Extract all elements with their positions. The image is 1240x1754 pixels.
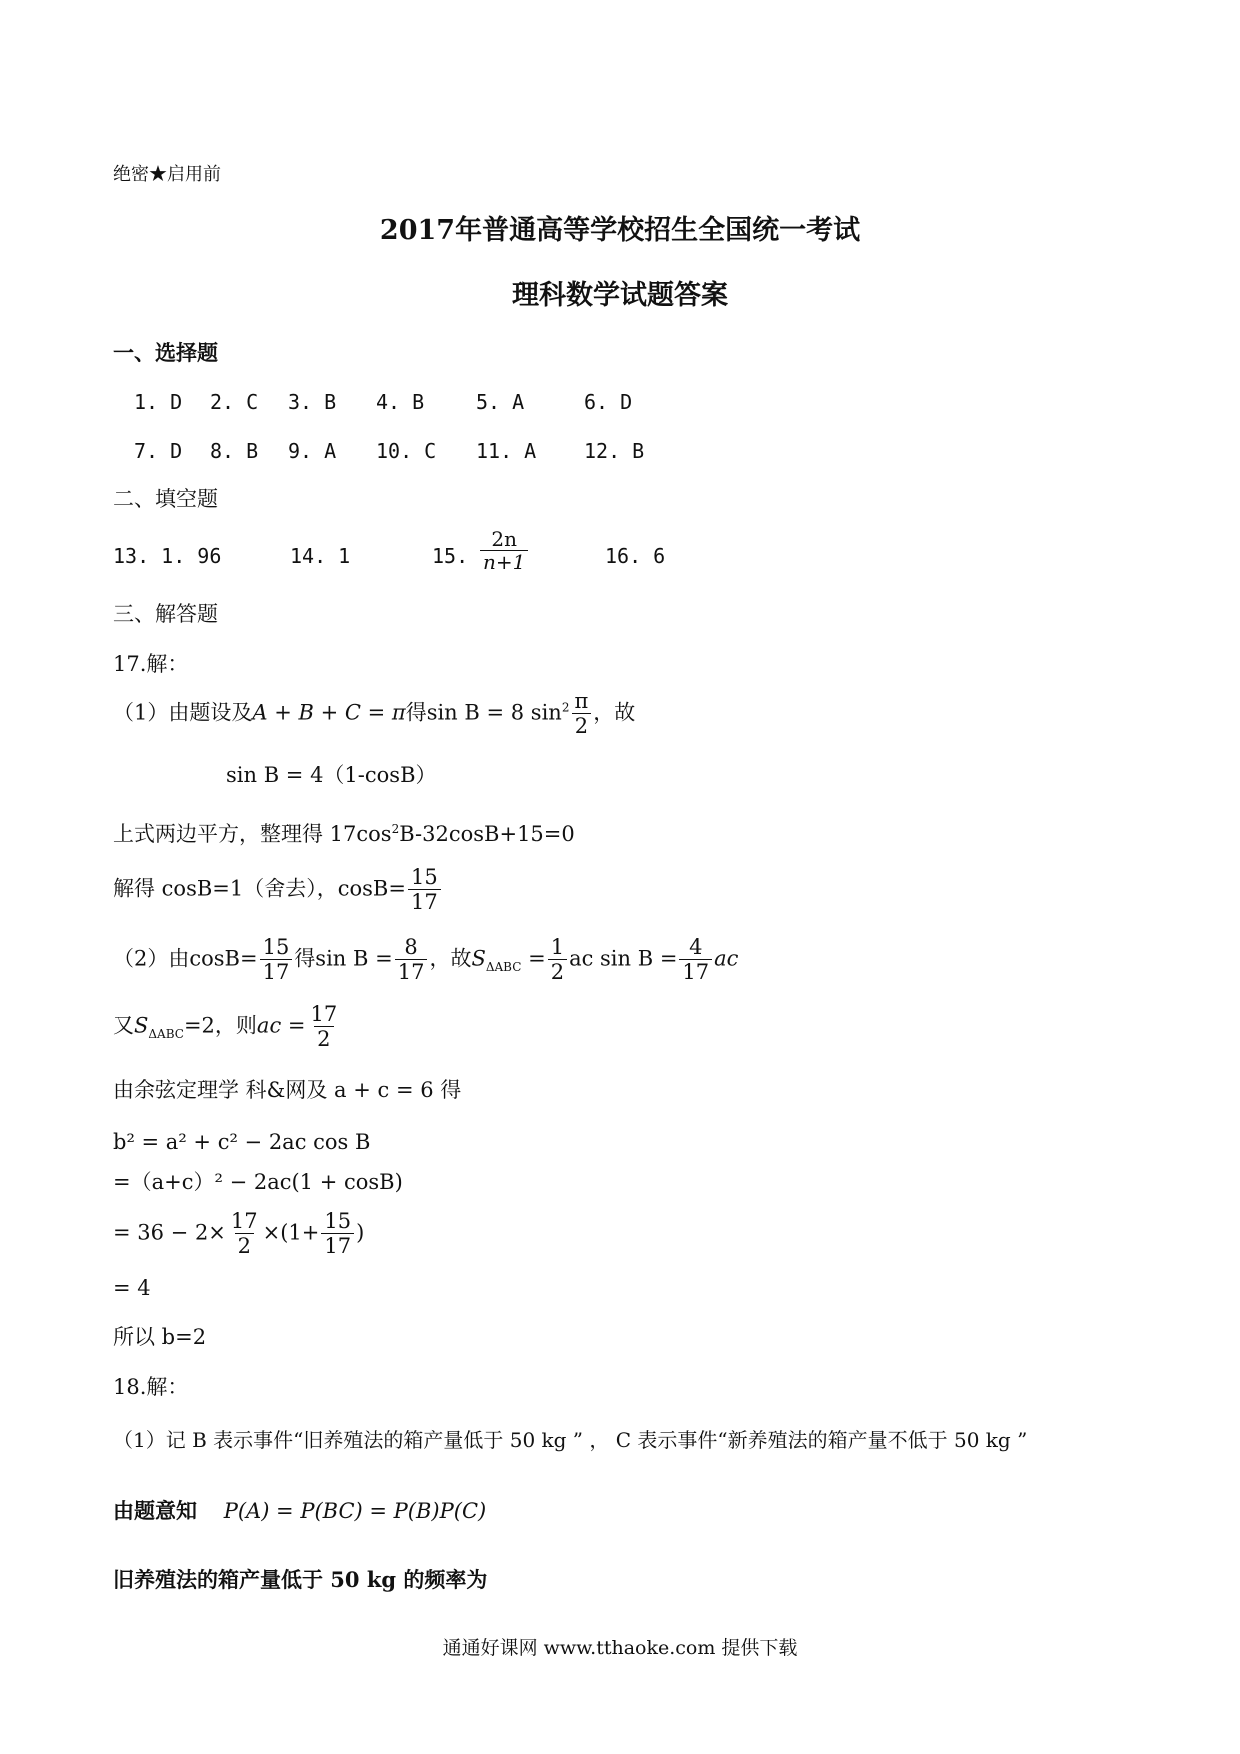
q17-solve-line <box>113 866 443 914</box>
q17-calc-step-3 <box>113 1210 364 1258</box>
exam-title: 2017年普通高等学校招生全国统一考试 <box>379 215 861 246</box>
footer-source: 通通好课网 www.tthaoke.com 提供下载 <box>442 1637 798 1659</box>
answer-6: 6. D <box>584 390 633 414</box>
q17-calc-step-4: = 4 <box>113 1276 151 1300</box>
q17-part2-line <box>113 936 738 984</box>
answer-7: 7. D <box>134 439 183 463</box>
fraction-numerator: 17 <box>310 1002 338 1026</box>
q17-text: ac sin B = <box>569 946 678 971</box>
answer-15-fraction <box>478 528 530 574</box>
confidential-label: 绝密★启用前 <box>113 164 221 185</box>
choice-answers-row-1 <box>0 390 1240 420</box>
q18-part1-line: （1）记 B 表示事件“旧养殖法的箱产量低于 50 kg ” ， C 表示事件“新养殖法的箱产量不低于 50 kg ” <box>113 1428 1028 1452</box>
answer-2: 2. C <box>210 390 259 414</box>
answer-11: 11. A <box>476 439 537 463</box>
question-18-label: 18.解： <box>113 1375 189 1399</box>
fraction-numerator: 15 <box>262 935 290 959</box>
answer-15-label: 15. <box>432 544 469 568</box>
q17-text: ) <box>356 1220 365 1245</box>
fraction-numerator: 8 <box>404 935 418 959</box>
q17-text: （1）由题设及 <box>113 700 253 725</box>
q17-calc-step-1: b² = a² + c² − 2ac cos B <box>113 1130 371 1154</box>
answer-16: 16. 6 <box>605 544 666 568</box>
q17-equation-sinb: sin B = 4（1-cosB） <box>226 763 437 787</box>
q18-frequency-line: 旧养殖法的箱产量低于 50 kg 的频率为 <box>113 1567 488 1592</box>
q17-area-line <box>113 1003 342 1051</box>
q17-text: ，故 <box>429 946 472 971</box>
q17-part1-line: （1）由题设及A + B + C = π得sin B = 8 $\sin^2$ $\frac{\pi}{2}$ ，故 <box>113 689 636 739</box>
answer-9: 9. A <box>288 439 337 463</box>
q17-expr: ac <box>714 946 739 971</box>
fraction-numerator: 15 <box>410 865 438 889</box>
q17-expr: ac = <box>256 1013 306 1038</box>
fraction-denominator: 2 <box>548 959 567 984</box>
q17-cosine-law-line: 由余弦定理学 科&网及 a + c = 6 得 <box>113 1078 462 1102</box>
q17-text: ×(1+ <box>262 1220 320 1245</box>
area-subscript: ΔABC <box>485 959 522 974</box>
q17-text: = <box>521 946 546 971</box>
answer-8: 8. B <box>210 439 259 463</box>
q17-squared-line: 上式两边平方，整理得 $17\cos^2B-32\cos B+15=0$ <box>113 822 575 846</box>
q17-text: 解得 cosB=1（舍去），cosB= <box>113 876 406 901</box>
fraction-numerator: 17 <box>230 1209 258 1233</box>
answer-13: 13. 1. 96 <box>113 544 222 568</box>
area-symbol: S <box>134 1013 149 1038</box>
fraction-numerator: 4 <box>689 935 703 959</box>
question-17-label: 17.解： <box>113 652 189 676</box>
choice-answers-row-2 <box>0 439 1240 469</box>
section-solutions-heading: 三、解答题 <box>113 602 218 626</box>
q18-expr: P(A) = P(BC) = P(B)P(C) <box>223 1499 487 1523</box>
fraction-numerator: 15 <box>324 1209 352 1233</box>
q17-text: 得 <box>405 700 427 725</box>
fraction-denominator: n+1 <box>480 550 528 574</box>
q18-probability-line <box>113 1498 486 1524</box>
answer-1: 1. D <box>134 390 183 414</box>
q17-text: =2，则 <box>183 1013 257 1038</box>
section-multiple-choice-heading: 一、选择题 <box>113 340 218 365</box>
q17-expr: sin B = 8 sin <box>426 700 562 725</box>
q17-text: = 36 − 2× <box>113 1220 226 1245</box>
q17-expr: A + B + C = π <box>252 700 406 725</box>
fraction-numerator: 2n <box>491 527 517 551</box>
answer-title: 理科数学试题答案 <box>512 280 728 311</box>
q17-text: ，故 <box>593 700 636 725</box>
q17-text: B-32cosB+15=0 <box>399 822 575 846</box>
fraction-denominator: 2 <box>572 713 591 738</box>
fraction-denominator: 17 <box>321 1233 354 1258</box>
q17-text: 又 <box>113 1013 134 1038</box>
q17-text: 得sin B = <box>294 946 393 971</box>
answer-12: 12. B <box>584 439 645 463</box>
q17-calc-step-2: =（a+c）² − 2ac(1 + cosB) <box>113 1170 403 1194</box>
fill-in-answers-row <box>0 528 1240 588</box>
fraction-denominator: 2 <box>235 1233 254 1258</box>
answer-5: 5. A <box>476 390 525 414</box>
area-subscript: ΔABC <box>148 1026 184 1041</box>
q17-text: （2）由cosB= <box>113 946 258 971</box>
answer-4: 4. B <box>376 390 425 414</box>
section-fill-in-heading: 二、填空题 <box>113 487 218 511</box>
fraction-numerator: 1 <box>550 935 565 959</box>
fraction-denominator: 17 <box>408 889 441 914</box>
fraction-numerator: π <box>574 689 589 713</box>
area-symbol: S <box>471 946 486 971</box>
fraction-denominator: 17 <box>395 959 428 984</box>
fraction-denominator: 2 <box>314 1026 333 1051</box>
q17-conclusion: 所以 b=2 <box>113 1325 207 1349</box>
answer-3: 3. B <box>288 390 337 414</box>
answer-14: 14. 1 <box>290 544 351 568</box>
fraction-denominator: 17 <box>679 959 712 984</box>
q17-text: 上式两边平方，整理得 17cos <box>113 822 392 846</box>
answer-10: 10. C <box>376 439 437 463</box>
q18-text: 由题意知 <box>113 1498 197 1523</box>
fraction-denominator: 17 <box>260 959 293 984</box>
